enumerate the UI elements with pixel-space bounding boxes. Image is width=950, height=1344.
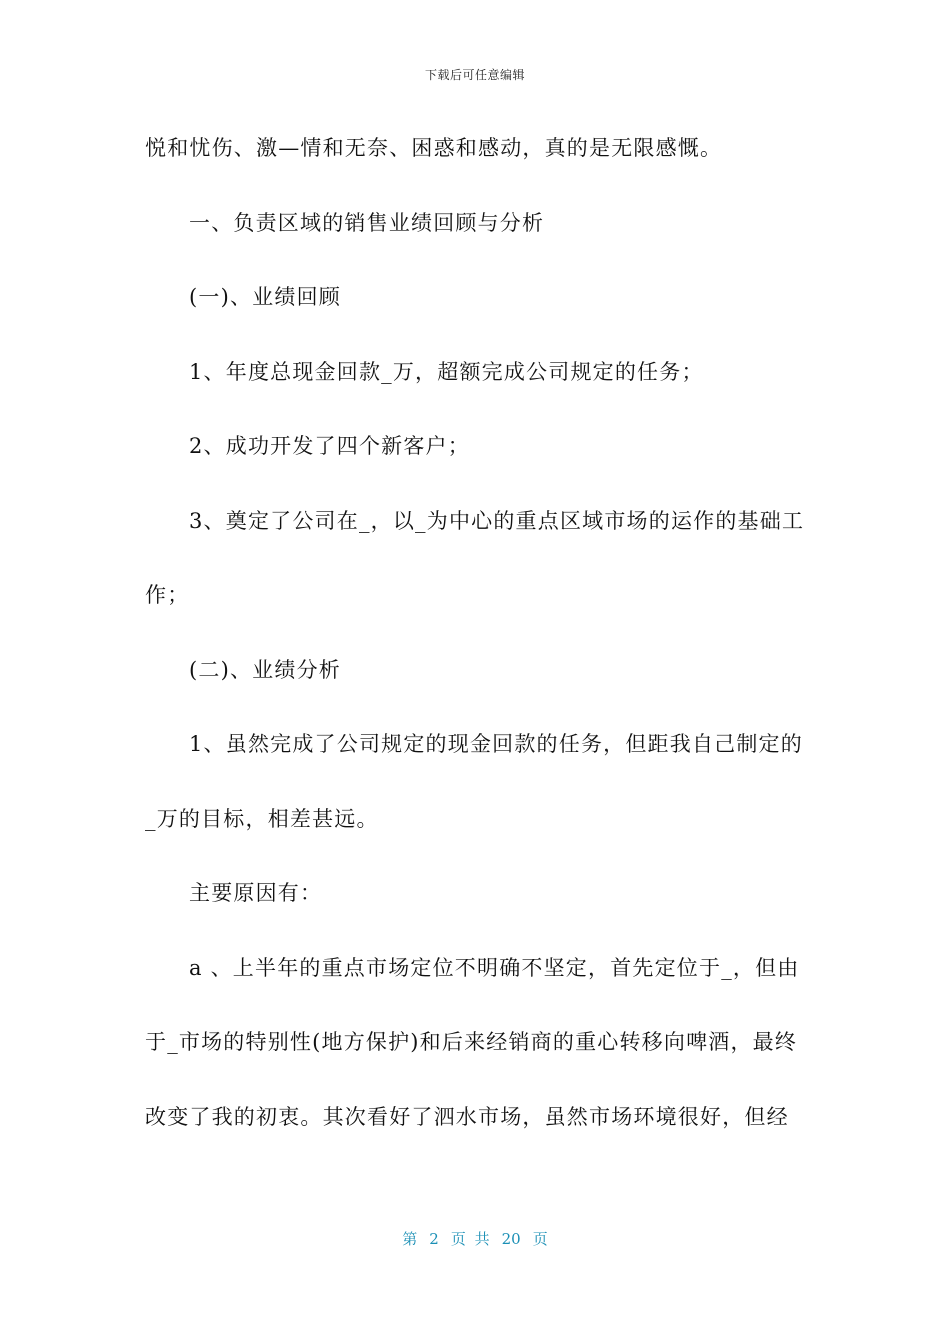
footer-total-pages: 20 — [501, 1230, 521, 1248]
paragraph-line: 1、年度总现金回款_万，超额完成公司规定的任务； — [189, 359, 704, 384]
paragraph-line: 悦和忧伤、激—情和无奈、困惑和感动，真的是无限感慨。 — [145, 136, 723, 160]
paragraph-line: a 、上半年的重点市场定位不明确不坚定，首先定位于_，但由 — [189, 955, 800, 980]
paragraph-line: 2、成功开发了四个新客户； — [189, 434, 470, 458]
page-header: 下载后可任意编辑 — [424, 68, 525, 82]
paragraph-line: 主要原因有： — [189, 881, 323, 905]
page-footer — [0, 1228, 950, 1249]
footer-middle: 页 共 — [450, 1230, 490, 1248]
paragraph-line: 改变了我的初衷。其次看好了泗水市场，虽然市场环境很好，但经 — [145, 1104, 789, 1129]
paragraph-line: 3、奠定了公司在_，以_为中心的重点区域市场的运作的基础工 — [189, 508, 805, 533]
document-body — [145, 128, 805, 1171]
paragraph-line: 于_市场的特别性(地方保护)和后来经销商的重心转移向啤酒，最终 — [145, 1030, 798, 1054]
footer-prefix: 第 — [402, 1230, 418, 1248]
paragraph-line: 作； — [145, 583, 190, 607]
paragraph-line: _万的目标，相差甚远。 — [145, 806, 379, 831]
footer-page-number: 2 — [429, 1230, 439, 1248]
subsection-heading: (二)、业绩分析 — [189, 657, 341, 682]
footer-suffix: 页 — [532, 1230, 548, 1248]
section-heading: 一、负责区域的销售业绩回顾与分析 — [189, 210, 545, 235]
subsection-heading: (一)、业绩回顾 — [189, 285, 341, 309]
paragraph-line: 1、虽然完成了公司规定的现金回款的任务，但距我自己制定的 — [189, 732, 803, 756]
